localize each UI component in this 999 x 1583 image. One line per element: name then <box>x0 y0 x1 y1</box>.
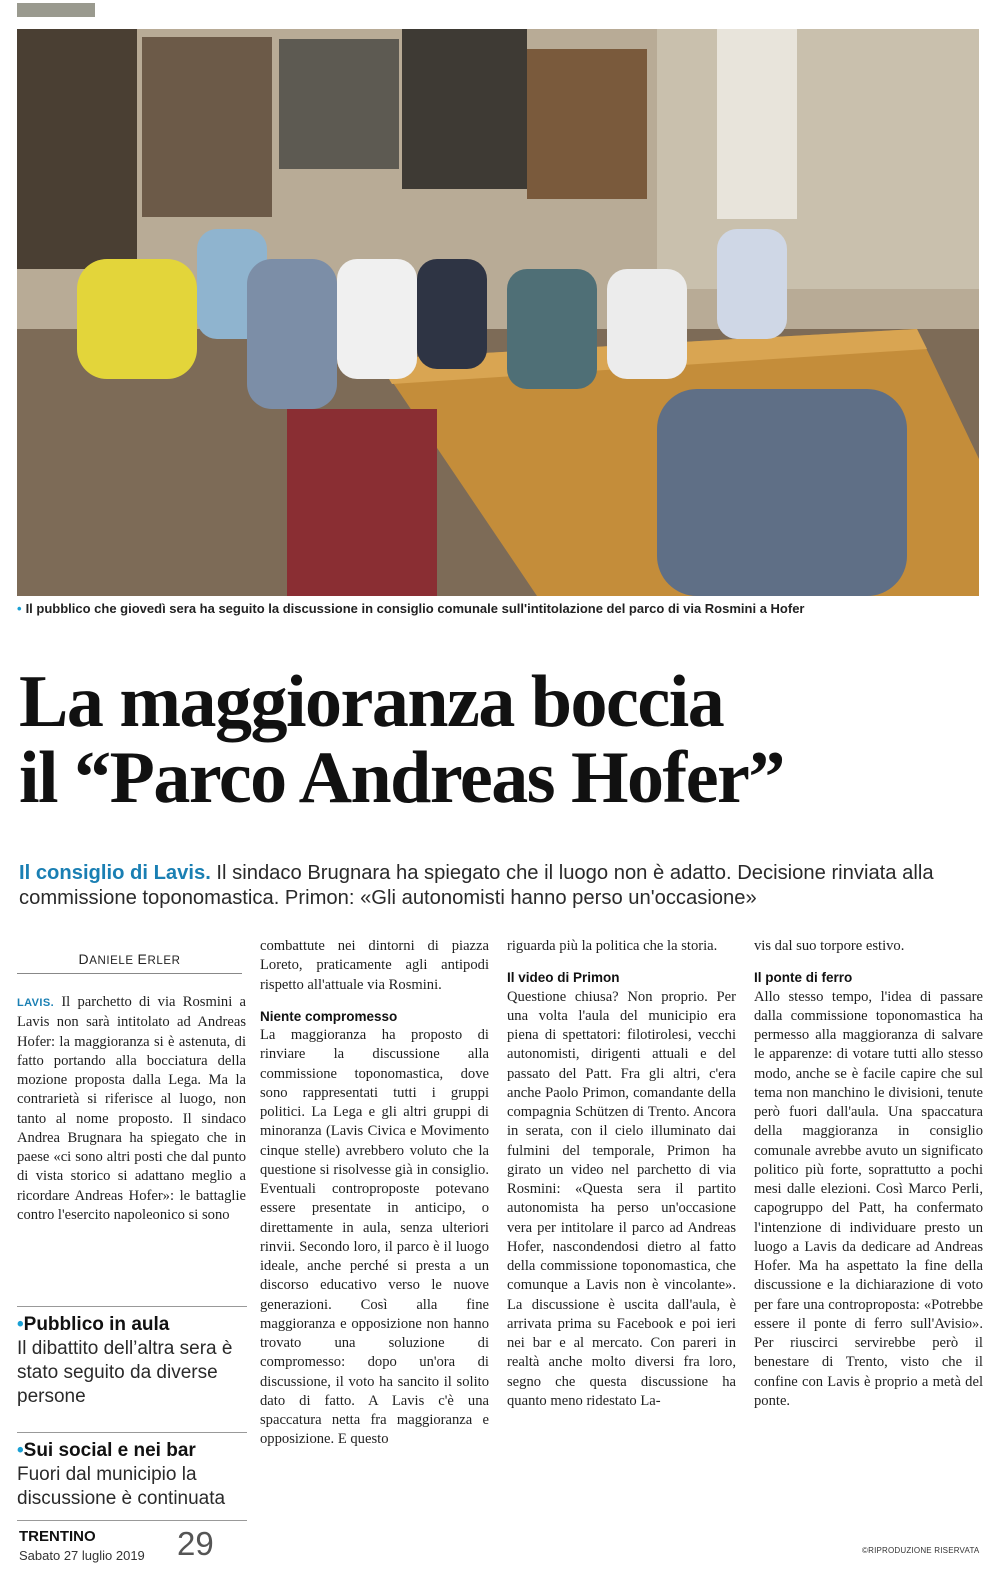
subheading-ponte-di-ferro: Il ponte di ferro <box>754 970 853 986</box>
article-column-2 <box>260 937 489 1450</box>
article-column-4 <box>754 937 983 1411</box>
pullquote-body: Fuori dal municipio la discussione è continuata <box>17 1464 226 1509</box>
article-column-1 <box>17 993 246 1276</box>
subheadline <box>19 861 984 911</box>
article-photo <box>17 29 979 596</box>
col3-paragraph-2: Questione chiusa? Non proprio. Per una volta l'aula del municipio era piena di spettatori: filotirolesi, vecchi autonomisti, dirigenti attuali e del passato del Patt. Fra gli altri, c'era anche Paolo Primon, comandante della compagnia Schützen di Trento. Ancora in serata, con il cielo illuminato dai fulmini del temporale, Primon ha girato un video nel parchetto di via Rosmini: «Questa sera il partito autonomista ha perso un'occasione vera per intitolare il parco ad Andreas Hofer, nascondendosi dietro al fatto della commissione toponomastica, che comunque a Lavis non è vincolante». La discussione è uscita dall'aula, è arrivata prima su Facebook e poi ieri nei bar e al mercato. Con pareri in realtà anche molto diversi fra loro, segno che questa discussione ha quanto meno ridestato La- <box>507 988 736 1409</box>
page-footer <box>17 1520 247 1581</box>
byline-first-rest: ANIELE <box>89 955 138 967</box>
article-column-3 <box>507 937 736 1411</box>
subhead-text: Il sindaco Brugnara ha spiegato che il luogo non è adatto. Decisione rinviata alla commissione toponomastica. Primon: «Gli autonomisti hanno perso un'occasione» <box>19 862 934 909</box>
issue-date: Sabato 27 luglio 2019 <box>19 1548 145 1563</box>
article-paragraph <box>17 993 246 1225</box>
col2-paragraph-1: combattute nei dintorni di piazza Loreto, praticamente agli antipodi rispetto all'attuale via Rosmini. <box>260 938 489 993</box>
byline-last-rest: RLER <box>147 955 181 967</box>
caption-text: Il pubblico che giovedì sera ha seguito la discussione in consiglio comunale sull'intitolazione del parco di via Rosmini a Hofer <box>25 601 805 616</box>
pullquote-social <box>17 1432 247 1511</box>
byline-last-initial: E <box>137 951 148 967</box>
pullquote-title: Pubblico in aula <box>23 1314 170 1335</box>
pullquote-body: Il dibattito dell’altra sera è stato seguito da diverse persone <box>17 1338 233 1407</box>
newspaper-name: TRENTINO <box>19 1528 96 1545</box>
caption-bullet-icon: • <box>17 601 22 616</box>
byline-first-initial: D <box>78 951 90 967</box>
headline-line-1: La maggioranza boccia <box>19 661 724 743</box>
pullquote-title: Sui social e nei bar <box>23 1440 196 1461</box>
subheading-niente-compromesso: Niente compromesso <box>260 1008 398 1024</box>
page-number: 29 <box>177 1525 214 1562</box>
subhead-kicker: Il consiglio di Lavis. <box>19 862 211 884</box>
headline <box>19 661 979 819</box>
pullquote-pubblico <box>17 1306 247 1409</box>
col1-text: Il parchetto di via Rosmini a Lavis non sarà intitolato ad Andreas Hofer: la maggioranza si è astenuta, di fatto portando alla bocciatura della mozione proposta dalla Lega. Ma la contrarietà si riferisce al luogo, non tanto al nome proposto. Il sindaco Andrea Brugnara ha spiegato che in paese «ci sono altri posti che dal punto di vista storico si adattano meglio a ricordare Andreas Hofer»: le battaglie contro l'esercito napoleonico si sono <box>17 994 246 1223</box>
photo-caption <box>17 601 979 616</box>
col2-paragraph-2: La maggioranza ha proposto di rinviare la discussione alla commissione toponomastica, dove sono rappresentati tutti i gruppi politici. La Lega e gli altri gruppi di minoranza (Lavis Civica e Movimento cinque stelle) avrebbero voluto che la questione si risolvesse già in consiglio. Eventuali controproposte potevano essere presentate in anticipo, o direttamente in aula, senza ulteriori rinvii. Secondo loro, il parco è il luogo ideale, anche perché si presta a un discorso educativo verso le nuove generazioni. Così alla fine maggioranza e opposizione non hanno trovato una soluzione di compromesso: dopo un'ora di discussione, il voto ha sancito il solito dato di fatto. A Lavis c'è una spaccatura netta fra maggioranza e opposizione. E questo <box>260 1027 489 1448</box>
top-color-bar <box>17 3 95 17</box>
pullquote-bullet-icon: • <box>17 1314 24 1335</box>
pullquote-bullet-icon: • <box>17 1440 24 1461</box>
col4-paragraph-1: vis dal suo torpore estivo. <box>754 938 905 954</box>
col4-paragraph-2: Allo stesso tempo, l'idea di passare dalla commissione toponomastica ha permesso alla maggioranza di salvare le apparenze: di votare tutti allo stesso modo, anche se è facile capire che sul tema non manchino le divisioni, tenute però fuori dall'aula. Una spaccatura della maggioranza in consiglio comunale avrebbe avuto un significato politico più forte, soprattutto a pochi mesi dalle elezioni. Così Marco Perli, capogruppo del Patt, ha confermato l'intenzione di individuare presto un luogo a Lavis da dedicare ad Andreas Hofer. Ma ha aspettato la fine della discussione e la dichiarazione di voto per fare una controproposta: «Potrebbe essere il ponte di ferro sull'Avisio». Per riuscirci servirebbe però il benestare di Trento, visto che il confine con Lavis è proprio a metà del ponte. <box>754 988 983 1409</box>
subheading-video-primon: Il video di Primon <box>507 970 620 986</box>
copyright-notice: ©RIPRODUZIONE RISERVATA <box>862 1546 980 1555</box>
col3-paragraph-1: riguarda più la politica che la storia. <box>507 938 718 954</box>
dateline: LAVIS. <box>17 997 55 1009</box>
council-room-illustration <box>17 29 979 596</box>
headline-line-2: il “Parco Andreas Hofer” <box>19 737 784 819</box>
byline <box>17 951 242 974</box>
